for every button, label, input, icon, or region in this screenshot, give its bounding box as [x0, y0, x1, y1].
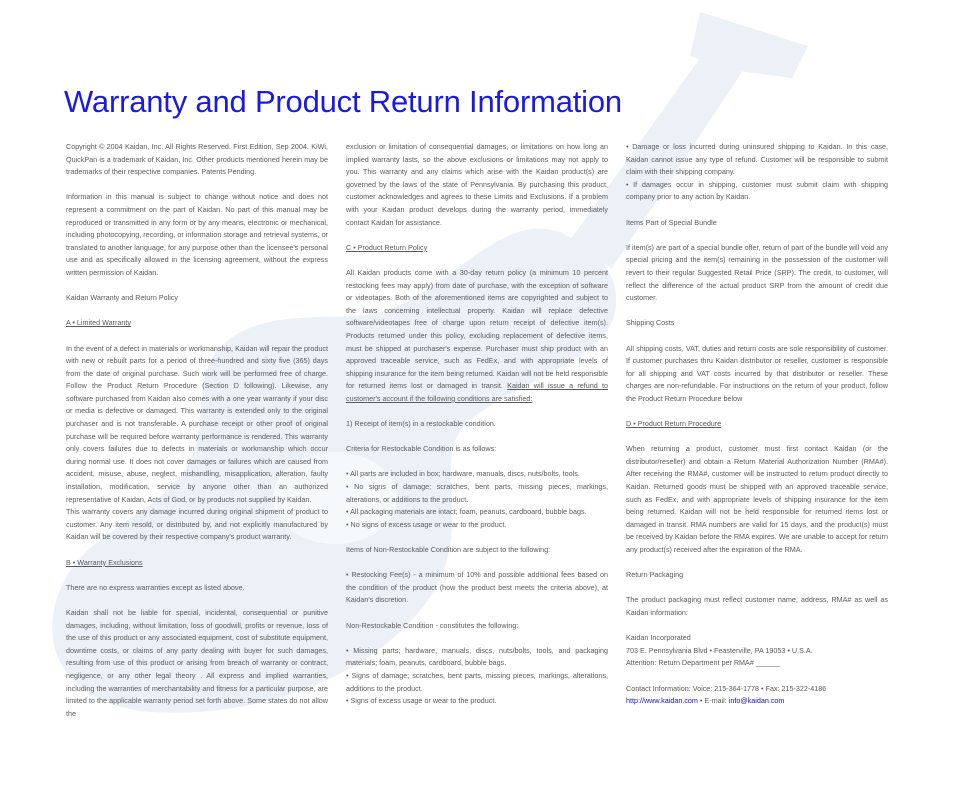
no-express-warranty: There are no express warranties except as listed above. [66, 582, 245, 592]
address-block [626, 632, 888, 670]
criteria-item: • No signs of excess usage or wear to the product. [346, 519, 507, 529]
nonrestock-list [346, 645, 608, 708]
warranty-paragraph-2: This warranty covers any damage incurred during original shipment of product to customer. Any item resold, or distributed by, and not explicitly manufactured by Kaidan will be covered by their respective company's product warranty. [66, 507, 328, 542]
restocking-fee: • Restocking Fee(s) - a minimum of 10% and possible additional fees based on the condition of the product (how the product best meets the criteria above), at Kaidan's discretion. [346, 570, 608, 605]
policy-heading: Kaidan Warranty and Return Policy [66, 293, 178, 303]
email-link[interactable]: info@kaidan.com [728, 696, 785, 706]
shipping-paragraph: All shipping costs, VAT, duties and return costs are sole responsibility of customer. If customer purchases thru Kaidan distributor or reseller, customer is responsible for all shipping and VAT costs incurred by that distributor or reseller. These charges are non-refundable. For instructions on the return of your product, follow the Product Return Procedure below [626, 343, 888, 403]
copyright-notice: Copyright © 2004 Kaidan, Inc. All Rights Reserved. First Edition, Sep 2004. KiWi, QuickPan is a trademark of Kaidan, Inc. Other products mentioned herein may be trademarks of their respective companies. Patents Pending. [66, 142, 328, 177]
bundle-paragraph: If item(s) are part of a special bundle offer, return of part of the bundle will void any special pricing and the item(s) remaining in the possession of the customer will revert to their regular Suggested Retail Price (SRP). The credit, to customer, will reflect the difference of the actual product SRP from the amount of credit due customer. [626, 242, 888, 303]
column-2 [346, 141, 608, 720]
column-3 [626, 141, 888, 720]
email-separator: • E-mail: [697, 696, 729, 706]
criteria-item: • All parts are included in box; hardware, manuals, discs, nuts/bolts, tools. [346, 469, 580, 479]
criteria-heading: Criteria for Restockable Condition is as follows: [346, 444, 497, 454]
exclusion-continuation: exclusion or limitation of consequential damages, or limitations on how long an implied warranty lasts, so the above exclusions or limitations may not apply to you. This warranty and any claims which arise with the Kaidan product(s) are governed by the laws of the state of Pennsylvania. By purchasing this product, customer acknowledges and agrees to these Limits and Exclusions. If a problem with your Kaidan product develops during the warranty period, immediately contact Kaidan for assistance. [346, 142, 608, 227]
packaging-heading: Return Packaging [626, 570, 684, 580]
section-a-heading: A • Limited Warranty [66, 318, 131, 328]
receipt-condition: 1) Receipt of item(s) in a restockable condition. [346, 419, 496, 429]
section-b-heading: B • Warranty Exclusions [66, 557, 143, 567]
warranty-paragraph-1: In the event of a defect in materials or workmanship, Kaidan will repair the product with new or rebuilt parts for a period of three-hundred and sixty five (365) days from the date of original purchase. Such work will be performed free of charge. Follow the Product Return Procedure (Section D following). Likewise, any software purchased from Kaidan also comes with a one year warranty if your disc or media is defective or damaged. This warranty is extended only to the original purchaser and is not transferable. A purchase receipt or other proof of original purchase will be required before warranty performance is rendered. This warranty only covers failures due to defects in materials or workmanship which occur during normal use. It does not cover damages or failures which are caused from accident, misuse, abuse, neglect, mishandling, misapplication, alteration, faulty installation, modification, service by anyone other than an authorized representative of Kaidan, Acts of God, or by products not supplied by Kaidan. [66, 343, 328, 504]
nonrestock-item: • Missing parts; hardware, manuals, discs, nuts/bolts, tools, and packaging materials; foam, peanuts, cardboard, bubble bags. [346, 645, 608, 668]
info-paragraph: Information in this manual is subject to change without notice and does not represent a commitment on the part of Kaidan. No part of this manual may be reproduced or transmitted in any form or by any means, electronic or mechanical, including photocopying, recording, or information storage and retrieval systems, or translated to another language, for any purpose other than the licensee's personal use and as specifically allowed in the licensing agreement, without the express written permission of Kaidan. [66, 192, 328, 277]
column-1 [66, 141, 328, 733]
damage-list [626, 141, 888, 204]
section-d-heading: D • Product Return Procedure [626, 419, 722, 429]
criteria-item: • All packaging materials are intact; foam, peanuts, cardboard, bubble bags. [346, 507, 587, 517]
contact-line: Contact Information: Voice: 215-364-1778 • Fax: 215-322-4186 [626, 683, 827, 693]
criteria-item: • No signs of damage; scratches, bent parts, missing pieces, markings, alterations, or additions to the product. [346, 482, 608, 504]
bundle-heading: Items Part of Special Bundle [626, 217, 717, 227]
criteria-list [346, 468, 608, 531]
nonrestock-item: • Signs of excess usage or wear to the product. [346, 696, 497, 706]
damage-item: • Damage or loss incurred during uninsured shipping to Kaidan. In this case, Kaidan cannot issue any type of refund. Customer will be responsible to submit claim with their shipping company. [626, 142, 888, 177]
return-policy-text: All Kaidan products come with a 30-day return policy (a minimum 10 percent restocking fees may apply) from date of purchase, with the exception of software or videotapes. Both of the aforementioned items are copyrighted and subject to the laws concerning intellectual property. Kaidan will replace defective software/videotapes free of charge upon return receipt of defective item(s). Products returned under this policy, excluding replacement of defective items, must be shipped at purchaser's expense. Purchaser must ship product with an approved traceable service, such as FedEx, and with appropriate levels of shipping insurance for the item being returned. Kaidan will not be held responsible for returned items lost or damaged in transit. [346, 267, 608, 391]
address-line: Kaidan Incorporated [626, 633, 691, 643]
return-policy-paragraph [346, 267, 608, 406]
address-line: Attention: Return Department per RMA# ______ [626, 658, 780, 668]
nonrestock-heading: Items of Non-Restockable Condition are subject to the following: [346, 545, 551, 554]
procedure-paragraph: When returning a product, customer must first contact Kaidan (or the distributor/reseller) and obtain a Return Material Authorization Number (RMA#). After receiving the RMA#, customer will be instructed to return product directly to Kaidan. Returned goods must be shipped with an approved traceable service, such as FedEx, and with appropriate levels of shipping insurance for the item being returned. Kaidan will not be held responsible for returned items lost or damaged in transit. RMA numbers are valid for 15 days, and the product(s) must be received by Kaidan before the RMA expires. We are unable to accept for return any product(s) received after the expiration of the RMA. [626, 444, 888, 554]
shipping-heading: Shipping Costs [626, 318, 675, 328]
section-c-heading: C • Product Return Policy [346, 242, 428, 252]
damage-item: • If damages occur in shipping, customer must submit claim with shipping company prior to any action by Kaidan. [626, 179, 888, 202]
nonrestock-item: • Signs of damage; scratches, bent parts, missing pieces, markings, alterations, additions to the product. [346, 670, 608, 693]
contact-block [626, 683, 888, 708]
nonrestock-constitutes: Non-Restockable Condition - constitutes the following: [346, 620, 519, 630]
website-link[interactable]: http://www.kaidan.com [626, 696, 698, 706]
liability-paragraph: Kaidan shall not be liable for special, incidental, consequential or punitive damages, including, without limitation, loss of goodwill, profits or revenue, loss of the use of this product or any associated equipment, cost of substitute equipment, downtime costs, or claims of any party dealing with buyer for such damages, resulting from use of this product or arising from breach of warranty or contract, negligence, or any other legal theory . All express and implied warranties, including the warranties of merchantability and fitness for a particular purpose, are limited to the applicable warranty period set forth above. Some states do not allow the [66, 607, 328, 718]
address-line: 703 E. Pennsylvania Blvd • Feasterville, PA 19053 • U.S.A. [626, 645, 813, 655]
refund-conditions: Kaidan will issue a refund to customer's account if the following conditions are satisfied: [346, 381, 608, 403]
page-title: Warranty and Product Return Information [64, 84, 622, 119]
packaging-paragraph: The product packaging must reflect customer name, address, RMA# as well as Kaidan information: [626, 595, 888, 617]
